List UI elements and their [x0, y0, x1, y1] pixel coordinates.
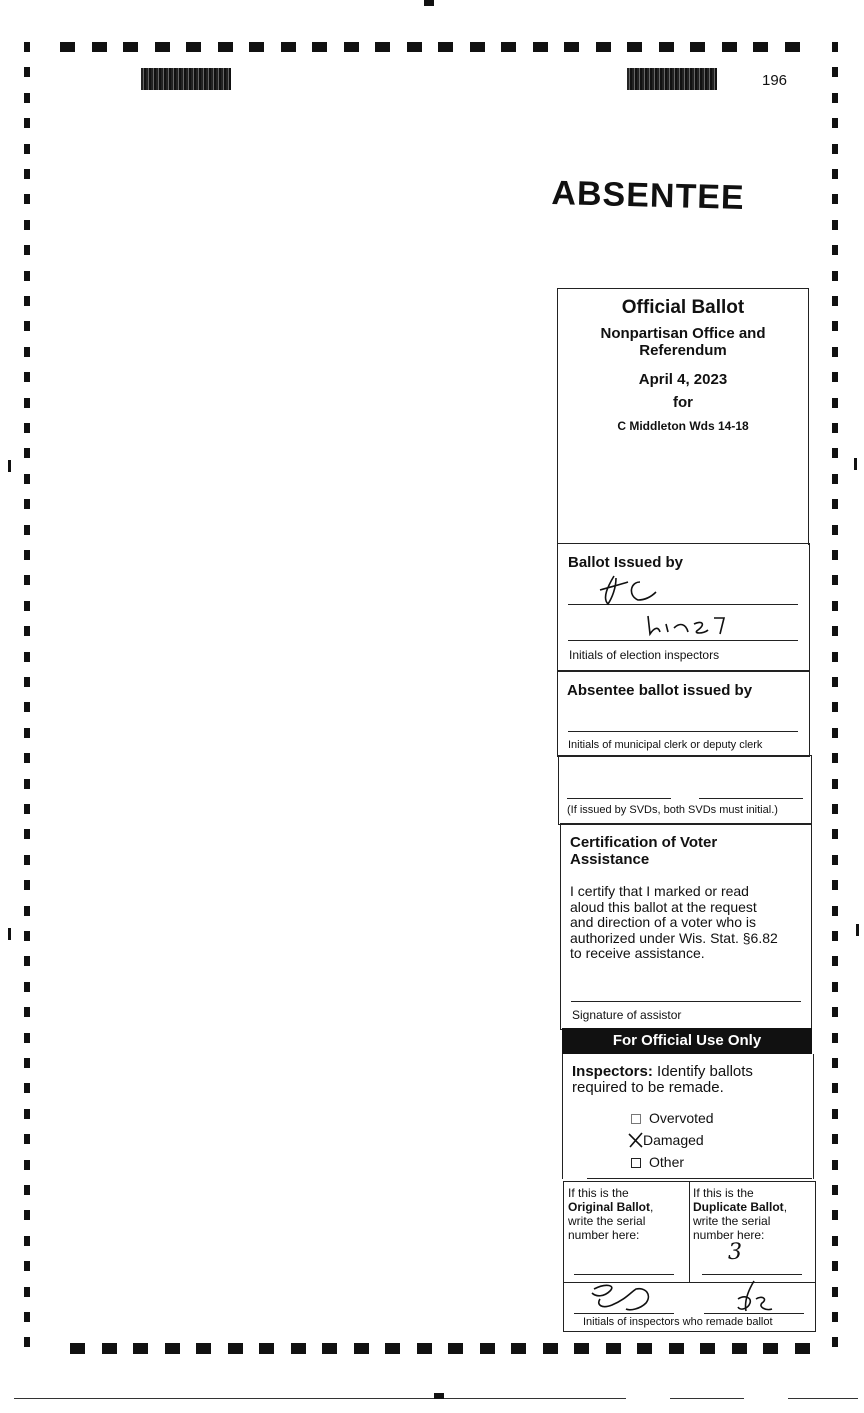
border-dash [637, 1343, 652, 1354]
border-dash [627, 42, 642, 52]
border-dash [832, 550, 838, 560]
assistor-signature-line [571, 1001, 801, 1002]
border-dash [564, 42, 579, 52]
border-dash [281, 42, 296, 52]
other-label: Other [649, 1154, 685, 1170]
border-dash [470, 42, 485, 52]
border-dash [24, 728, 30, 738]
border-dash [832, 1134, 838, 1144]
border-dash [832, 144, 838, 154]
border-dash [24, 804, 30, 814]
border-dash [832, 1261, 838, 1271]
ballot-issued-heading: Ballot Issued by [568, 554, 684, 571]
clerk-initials-line [568, 731, 798, 732]
border-dash [24, 652, 30, 662]
border-dash [832, 855, 838, 865]
svd-initials-line-2 [699, 798, 803, 799]
border-dash [24, 956, 30, 966]
border-dash [102, 1343, 117, 1354]
assistance-heading-line-2: Assistance [570, 851, 650, 868]
border-dash [832, 1160, 838, 1170]
inspectors-instruction [572, 1064, 753, 1096]
assistance-line: to receive assistance. [570, 945, 705, 961]
border-dash [832, 702, 838, 712]
border-dash [24, 753, 30, 763]
border-dash [24, 1109, 30, 1119]
border-dash [24, 271, 30, 281]
ballot-header [557, 288, 809, 545]
border-dash [24, 1236, 30, 1246]
border-dash [24, 245, 30, 255]
border-dash [606, 1343, 621, 1354]
border-dash [24, 931, 30, 941]
border-dash [832, 982, 838, 992]
ballot-subtitle-2: Referendum [639, 342, 727, 359]
border-dash [24, 398, 30, 408]
border-dash [24, 321, 30, 331]
svd-caption: (If issued by SVDs, both SVDs must initial.) [567, 804, 778, 816]
border-dash [832, 652, 838, 662]
duplicate-ballot-instruction [693, 1186, 787, 1242]
border-dash [24, 702, 30, 712]
border-dash [832, 804, 838, 814]
border-dash [832, 93, 838, 103]
ballot-title: Official Ballot [621, 297, 745, 318]
border-dash [543, 1343, 558, 1354]
border-dash [322, 1343, 337, 1354]
ballot-issued-box [557, 543, 810, 672]
option-damaged[interactable] [631, 1132, 704, 1148]
duplicate-line-4: number here: [693, 1228, 765, 1242]
border-dash [24, 1185, 30, 1195]
registration-mark-top [424, 0, 434, 6]
side-tick-right-2 [856, 924, 859, 936]
border-dash [24, 296, 30, 306]
border-dash [832, 474, 838, 484]
original-line-1: If this is the [568, 1186, 629, 1200]
border-dash [659, 42, 674, 52]
border-dash [501, 42, 516, 52]
border-dash [832, 779, 838, 789]
border-dash [24, 525, 30, 535]
absentee-issued-box [557, 670, 810, 757]
remade-signature-1 [586, 1279, 656, 1315]
border-dash [24, 1312, 30, 1322]
border-dash [24, 855, 30, 865]
bottom-line-right-1 [670, 1398, 744, 1399]
border-dash [832, 372, 838, 382]
border-dash [24, 1160, 30, 1170]
border-dash [24, 423, 30, 433]
border-dash [832, 169, 838, 179]
side-tick-right-1 [854, 458, 857, 470]
border-dash [24, 906, 30, 916]
border-dash [24, 626, 30, 636]
bottom-line-left [14, 1398, 626, 1399]
border-dash [24, 169, 30, 179]
inspector-initials-line-2 [568, 640, 798, 641]
original-comma: , [650, 1200, 654, 1214]
bottom-line-right-2 [788, 1398, 858, 1399]
assistance-line: and direction of a voter who is [570, 914, 756, 930]
border-dash [24, 448, 30, 458]
inspectors-label: Inspectors: [572, 1063, 653, 1080]
border-dash [832, 1109, 838, 1119]
border-dash [24, 118, 30, 128]
border-dash [60, 42, 75, 52]
other-checkbox[interactable] [631, 1158, 641, 1168]
ballot-jurisdiction: C Middleton Wds 14-18 [617, 419, 749, 433]
border-dash [218, 42, 233, 52]
border-dash [24, 372, 30, 382]
side-tick-left-2 [8, 928, 11, 940]
redacted-barcode-right [627, 68, 717, 90]
assistance-heading [570, 834, 717, 868]
border-dash [832, 956, 838, 966]
border-dash [722, 42, 737, 52]
border-dash [832, 271, 838, 281]
inspector-signature-1 [594, 568, 674, 608]
check-x-icon [627, 1131, 645, 1149]
border-dash [24, 1337, 30, 1347]
page-number: 196 [762, 72, 788, 89]
border-dash [832, 347, 838, 357]
duplicate-line-3: write the serial [693, 1214, 771, 1228]
border-dash [669, 1343, 684, 1354]
border-dash [832, 398, 838, 408]
border-dash [186, 42, 201, 52]
border-dash [24, 93, 30, 103]
assistance-line: aloud this ballot at the request [570, 898, 757, 915]
duplicate-serial-line [702, 1274, 802, 1275]
border-dash [832, 829, 838, 839]
border-dash [165, 1343, 180, 1354]
inspector-initials-caption: Initials of election inspectors [569, 648, 720, 662]
border-dash [438, 42, 453, 52]
border-dash [259, 1343, 274, 1354]
duplicate-comma: , [783, 1200, 788, 1214]
border-dash [832, 880, 838, 890]
border-dash [24, 144, 30, 154]
border-dash [24, 220, 30, 230]
border-dash [700, 1343, 715, 1354]
border-dash [24, 779, 30, 789]
official-use-bar: For Official Use Only [562, 1028, 812, 1054]
border-dash [732, 1343, 747, 1354]
border-dash [24, 499, 30, 509]
inspectors-text: Identify ballots [652, 1063, 753, 1080]
border-dash [417, 1343, 432, 1354]
original-serial-line [574, 1274, 674, 1275]
border-dash [832, 575, 838, 585]
border-dash [785, 42, 800, 52]
original-ballot-label: Original Ballot [568, 1200, 651, 1214]
border-dash [832, 220, 838, 230]
border-dash [832, 753, 838, 763]
border-dash [832, 1083, 838, 1093]
border-dash [24, 575, 30, 585]
border-dash [832, 1033, 838, 1043]
border-dash [24, 982, 30, 992]
damaged-label: Damaged [643, 1132, 704, 1148]
registration-mark-bottom [434, 1393, 444, 1399]
serial-number-box [563, 1181, 816, 1283]
border-dash [832, 677, 838, 687]
border-dash [344, 42, 359, 52]
inspectors-text-line-2: required to be remade. [572, 1079, 724, 1096]
border-dash [832, 1185, 838, 1195]
side-tick-left-1 [8, 460, 11, 472]
voter-assistance-box [560, 823, 812, 1030]
border-dash [574, 1343, 589, 1354]
border-dash [832, 118, 838, 128]
border-dash [832, 448, 838, 458]
duplicate-line-1: If this is the [693, 1186, 754, 1200]
duplicate-serial-number: 3 [728, 1240, 742, 1265]
border-dash [690, 42, 705, 52]
border-dash [24, 1007, 30, 1017]
assistance-line: I certify that I marked or read [570, 883, 749, 899]
border-dash [832, 1058, 838, 1068]
border-dash [832, 321, 838, 331]
border-dash [832, 1312, 838, 1322]
original-ballot-instruction [568, 1186, 653, 1242]
border-dash [155, 42, 170, 52]
border-dash [753, 42, 768, 52]
border-dash [763, 1343, 778, 1354]
border-dash [832, 296, 838, 306]
border-dash [511, 1343, 526, 1354]
border-dash [832, 42, 838, 52]
remade-initials-caption: Initials of inspectors who remade ballot [583, 1316, 773, 1328]
border-dash [832, 906, 838, 916]
border-dash [832, 423, 838, 433]
border-dash [24, 829, 30, 839]
border-dash [832, 1236, 838, 1246]
redacted-barcode-left [141, 68, 231, 90]
border-dash [133, 1343, 148, 1354]
options-divider [587, 1178, 812, 1179]
border-dash [123, 42, 138, 52]
option-other[interactable] [631, 1154, 684, 1170]
absentee-stamp: ABSENTEE [551, 174, 746, 218]
ballot-for: for [673, 394, 693, 411]
border-dash [24, 1083, 30, 1093]
border-dash [832, 499, 838, 509]
border-dash [832, 1210, 838, 1220]
original-line-4: number here: [568, 1228, 640, 1242]
inspector-signature-2 [644, 610, 734, 640]
border-dash [832, 245, 838, 255]
border-dash [832, 1337, 838, 1347]
border-dash [24, 1058, 30, 1068]
border-dash [24, 677, 30, 687]
border-dash [448, 1343, 463, 1354]
border-dash [596, 42, 611, 52]
border-dash [533, 42, 548, 52]
assistor-signature-caption: Signature of assistor [572, 1008, 682, 1022]
border-dash [480, 1343, 495, 1354]
border-dash [92, 42, 107, 52]
border-dash [407, 42, 422, 52]
border-dash [24, 1261, 30, 1271]
absentee-issued-heading: Absentee ballot issued by [567, 682, 753, 699]
border-dash [24, 347, 30, 357]
assistance-line: authorized under Wis. Stat. §6.82 [570, 929, 778, 946]
duplicate-ballot-label: Duplicate Ballot [693, 1200, 784, 1214]
border-dash [832, 931, 838, 941]
remade-initials-box [563, 1281, 816, 1332]
border-dash [24, 1134, 30, 1144]
overvoted-checkbox[interactable] [631, 1114, 641, 1124]
border-dash [832, 728, 838, 738]
ballot-date: April 4, 2023 [638, 371, 728, 388]
border-dash [24, 550, 30, 560]
border-dash [832, 601, 838, 611]
svd-box [558, 755, 812, 825]
original-line-3: write the serial [568, 1214, 646, 1228]
border-dash [196, 1343, 211, 1354]
border-dash [249, 42, 264, 52]
border-dash [24, 474, 30, 484]
border-dash [832, 194, 838, 204]
border-dash [832, 626, 838, 636]
border-dash [832, 67, 838, 77]
border-dash [24, 42, 30, 52]
clerk-initials-caption: Initials of municipal clerk or deputy clerk [568, 739, 763, 751]
border-dash [795, 1343, 810, 1354]
border-dash [70, 1343, 85, 1354]
border-dash [24, 1033, 30, 1043]
border-dash [832, 1007, 838, 1017]
border-dash [291, 1343, 306, 1354]
svd-initials-line-1 [567, 798, 671, 799]
border-dash [385, 1343, 400, 1354]
overvoted-label: Overvoted [649, 1110, 714, 1126]
remade-signature-2 [732, 1277, 782, 1317]
border-dash [24, 1287, 30, 1297]
border-dash [24, 601, 30, 611]
border-dash [24, 880, 30, 890]
border-dash [228, 1343, 243, 1354]
border-dash [24, 1210, 30, 1220]
border-dash [312, 42, 327, 52]
damaged-checkbox[interactable] [631, 1137, 639, 1145]
ballot-subtitle-1: Nonpartisan Office and [600, 325, 766, 342]
assistance-heading-line-1: Certification of Voter [570, 834, 718, 851]
border-dash [354, 1343, 369, 1354]
border-dash [24, 194, 30, 204]
border-dash [24, 67, 30, 77]
option-overvoted[interactable] [631, 1110, 714, 1126]
border-dash [375, 42, 390, 52]
border-dash [832, 525, 838, 535]
border-dash [832, 1287, 838, 1297]
assistance-statement [570, 884, 778, 962]
